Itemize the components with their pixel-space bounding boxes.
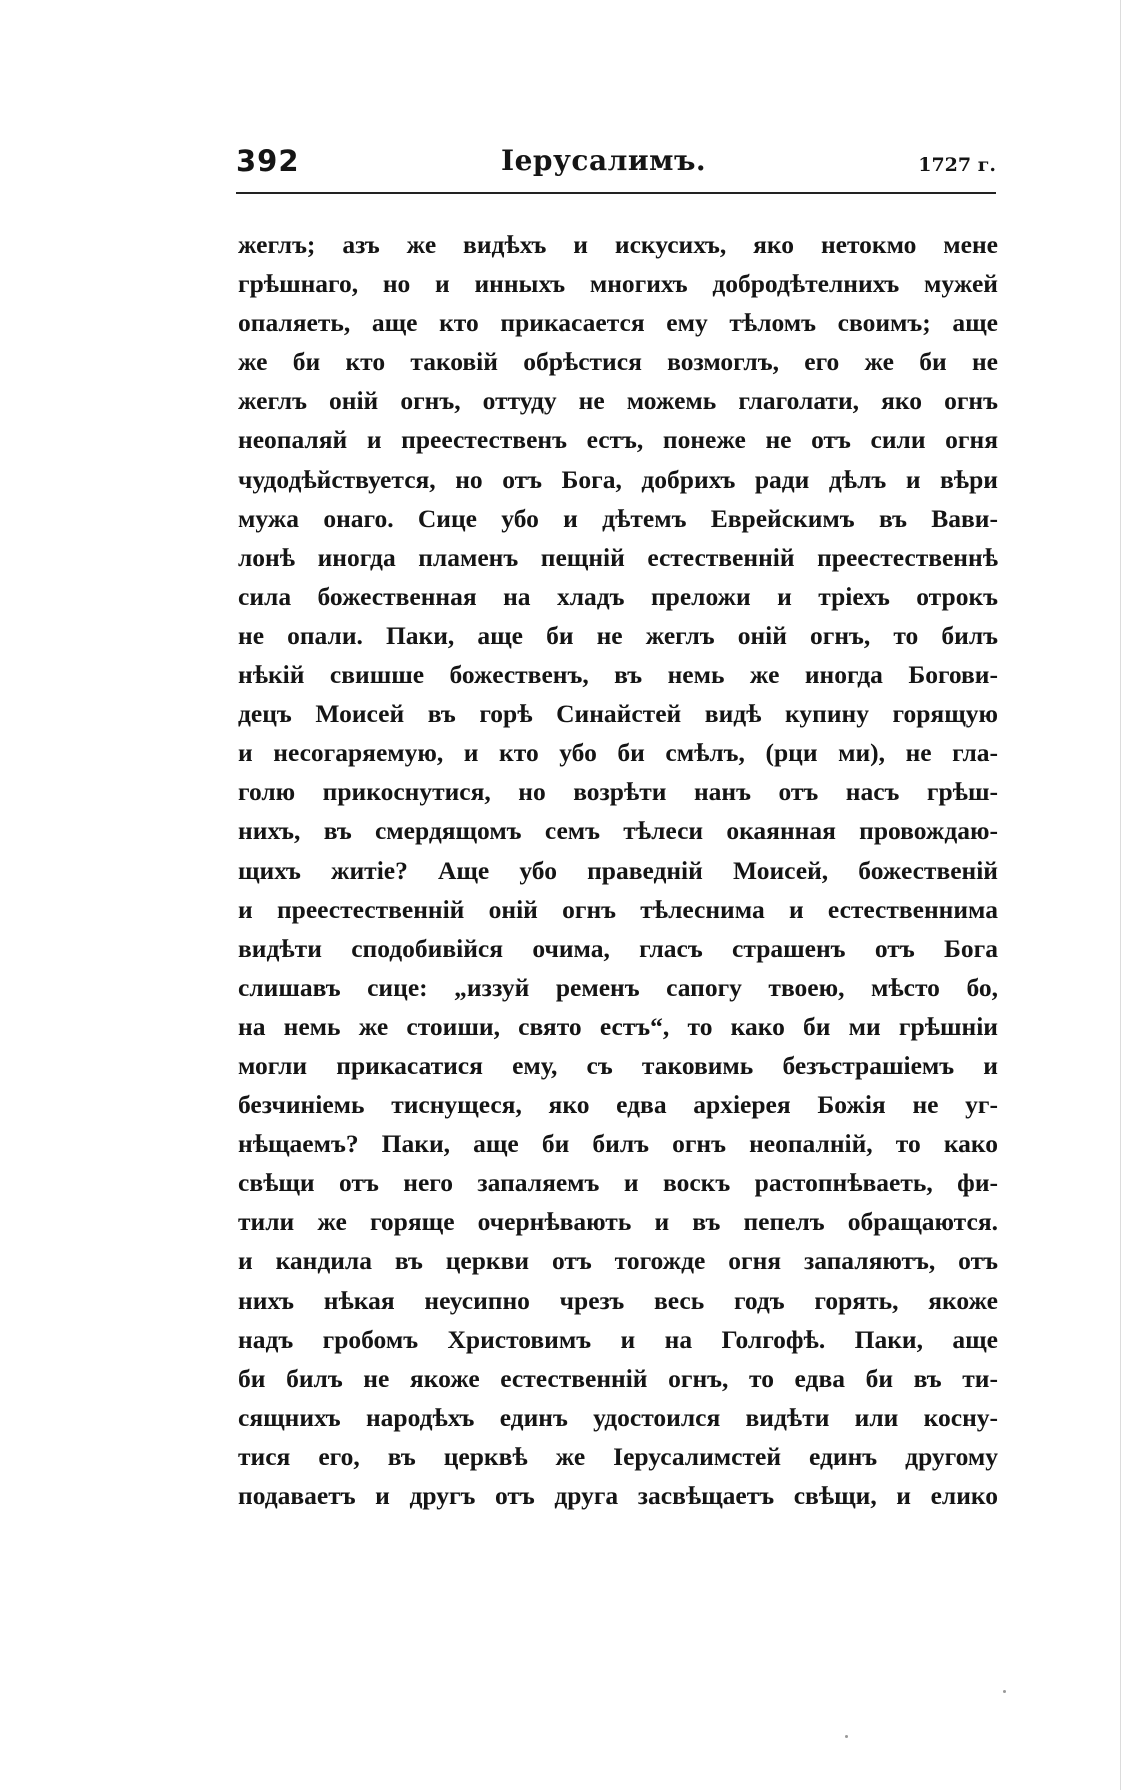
text-line: жеглъ; азъ же видѣхъ и искусихъ, яко нетокмо мене <box>238 230 998 259</box>
text-line: и кандила въ церкви отъ тогожде огня запаляютъ, отъ <box>238 1246 998 1276</box>
text-line: неопаляй и преестественъ естъ, понеже не отъ сили огня <box>238 425 998 455</box>
text-line: сящнихъ народѣхъ единъ удостоился видѣти или косну- <box>238 1402 998 1432</box>
text-line: грѣшнаго, но и инныхъ многихъ добродѣтелнихъ мужей <box>238 269 998 299</box>
text-line: свѣщи отъ него запаляемъ и воскъ растопнѣваеть, фи- <box>238 1168 998 1198</box>
text-line: децъ Моисей въ горѣ Синайстей видѣ купину горящую <box>238 699 998 729</box>
text-line: тили же горяще очернѣвають и въ пепелъ обращаются. <box>238 1207 998 1237</box>
text-line: мужа онаго. Сице убо и дѣтемъ Еврейскимъ въ Вави- <box>238 503 998 533</box>
text-line: могли прикасатися ему, съ таковимь безъстрашіемъ и <box>238 1050 998 1080</box>
text-line: лонѣ иногда пламенъ пещній естественній преестественнѣ <box>238 542 998 572</box>
header-year: 1727 г. <box>918 154 996 176</box>
text-line: сила божественная на хладъ преложи и тріехъ отрокъ <box>238 581 998 611</box>
text-line: щихъ житіе? Аще убо праведній Моисей, божественій <box>238 855 998 885</box>
text-line: нѣщаемъ? Паки, аще би билъ огнъ неопалній, то како <box>238 1129 998 1159</box>
paper-speck <box>845 1735 848 1738</box>
text-line: тися его, въ церквѣ же Іерусалимстей единъ другому <box>238 1441 998 1471</box>
text-line: безчиніемь тиснущеся, яко едва архіерея Божія не уг- <box>238 1090 998 1120</box>
text-line: на немь же стоиши, свято естъ“, то како би ми грѣшніи <box>238 1011 998 1041</box>
text-line: же би кто таковій обрѣстися возмоглъ, его же би не <box>238 347 998 377</box>
text-line: слишавъ сице: „иззуй ременъ сапогу твоею, мѣсто бо, <box>238 972 998 1002</box>
text-line: би билъ не якоже естественній огнъ, то едва би въ ти- <box>238 1363 998 1393</box>
text-line: и преестественній оній огнъ тѣлеснима и естественнима <box>238 894 998 924</box>
running-title: Іерусалимъ. <box>501 144 707 177</box>
text-line: подаваетъ и другъ отъ друга засвѣщаетъ свѣщи, и елико <box>238 1481 998 1510</box>
text-line: чудодѣйствуется, но отъ Бога, добрихъ ради дѣлъ и вѣри <box>238 464 998 494</box>
text-line: не опали. Паки, аще би не жеглъ оній огнъ, то билъ <box>238 620 998 650</box>
text-line: нихъ нѣкая неусипно чрезъ весь годъ горять, якоже <box>238 1285 998 1315</box>
page-edge-line <box>1120 0 1121 1790</box>
text-line: и несогаряемую, и кто убо би смѣлъ, (рци ми), не гла- <box>238 738 998 768</box>
text-line: надъ гробомъ Христовимъ и на Голгофѣ. Паки, аще <box>238 1324 998 1354</box>
page-header <box>236 144 996 188</box>
text-line: видѣти сподобивійся очима, гласъ страшенъ отъ Бога <box>238 933 998 963</box>
text-line: нѣкій свишше божественъ, въ немь же иногда Богови- <box>238 660 998 690</box>
text-line: опаляеть, аще кто прикасается ему тѣломъ своимъ; аще <box>238 308 998 338</box>
page-number: 392 <box>236 144 300 178</box>
paper-speck <box>1003 1690 1006 1693</box>
text-line: нихъ, въ смердящомъ семъ тѣлеси окаянная провождаю- <box>238 816 998 846</box>
text-line: жеглъ оній огнъ, оттуду не можемь глаголати, яко огнъ <box>238 386 998 416</box>
header-rule <box>236 192 996 194</box>
body-text <box>238 225 998 1515</box>
text-line: голю прикоснутися, но возрѣти нанъ отъ насъ грѣш- <box>238 777 998 807</box>
